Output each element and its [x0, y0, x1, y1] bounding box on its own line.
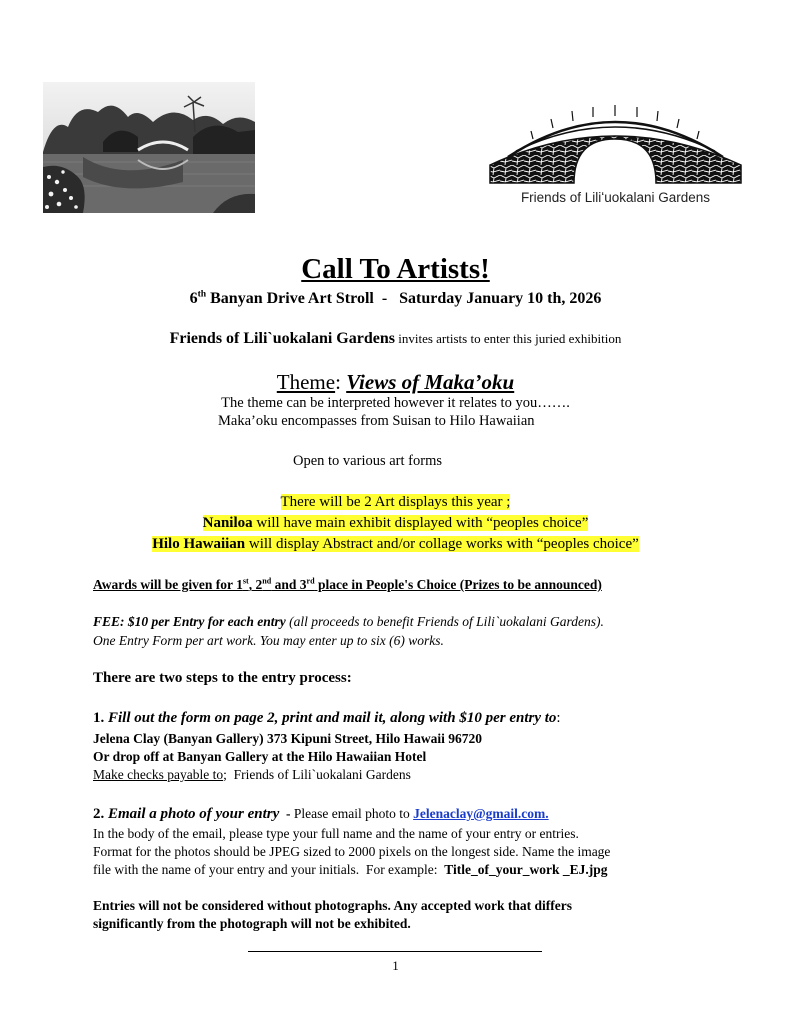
logo-caption: Friends of Liliʻuokalani Gardens	[520, 190, 711, 205]
art-forms-note: Open to various art forms	[293, 453, 442, 469]
email-instructions-3: file with the name of your entry and your initials. For example: Title_of_your_work _EJ.jpg	[93, 862, 608, 877]
step2-heading: 2. Email a photo of your entry - Please email photo to Jelenaclay@gmail.com.	[93, 806, 549, 822]
garden-photo	[43, 82, 255, 213]
drop-off-note: Or drop off at Banyan Gallery at the Hilo Hawaiian Hotel	[93, 749, 427, 764]
naniloa-display: Naniloa will have main exhibit displayed with “peoples choice”	[202, 515, 589, 531]
awards-note: Awards will be given for 1st, 2nd and 3rd place in People's Choice (Prizes to be announced)	[93, 576, 602, 592]
invitation-line: Friends of Lili`uokalani Gardens invites artists to enter this juried exhibition	[169, 330, 622, 347]
email-link[interactable]: Jelenaclay@gmail.com.	[413, 806, 549, 821]
footer-rule	[248, 951, 542, 952]
fee-line: FEE: $10 per Entry for each entry (all proceeds to benefit Friends of Lili`uokalani Gardens).	[93, 614, 604, 629]
hilo-hawaiian-display: Hilo Hawaiian will display Abstract and/or collage works with “peoples choice”	[152, 536, 639, 552]
displays-intro: There will be 2 Art displays this year ;	[280, 494, 511, 510]
entry-limit: One Entry Form per art work. You may enter up to six (6) works.	[93, 633, 444, 648]
theme-heading: Theme: Views of Maka’oku	[276, 370, 515, 394]
closing-line-1: Entries will not be considered without photographs. Any accepted work that differs	[93, 898, 573, 913]
event-subtitle: 6th Banyan Drive Art Stroll - Saturday January 10 th, 2026	[189, 288, 602, 307]
mailing-address: Jelena Clay (Banyan Gallery) 373 Kipuni Street, Hilo Hawaii 96720	[93, 731, 483, 746]
theme-area: Maka’oku encompasses from Suisan to Hilo Hawaiian	[218, 413, 535, 429]
step1-heading: 1. Fill out the form on page 2, print and mail it, along with $10 per entry to:	[93, 710, 561, 726]
email-instructions-2: Format for the photos should be JPEG sized to 2000 pixels on the longest side. Name the image	[93, 844, 611, 859]
page-number: 1	[392, 958, 399, 973]
checks-payable: Make checks payable to; Friends of Lili`uokalani Gardens	[93, 767, 411, 782]
steps-heading: There are two steps to the entry process:	[93, 670, 352, 686]
page-title: Call To Artists!	[301, 253, 490, 285]
email-instructions-1: In the body of the email, please type your full name and the name of your entry or entries.	[93, 826, 579, 841]
theme-description: The theme can be interpreted however it relates to you…….	[221, 395, 570, 411]
closing-line-2: significantly from the photograph will not be exhibited.	[93, 916, 411, 931]
bridge-logo	[488, 95, 743, 187]
